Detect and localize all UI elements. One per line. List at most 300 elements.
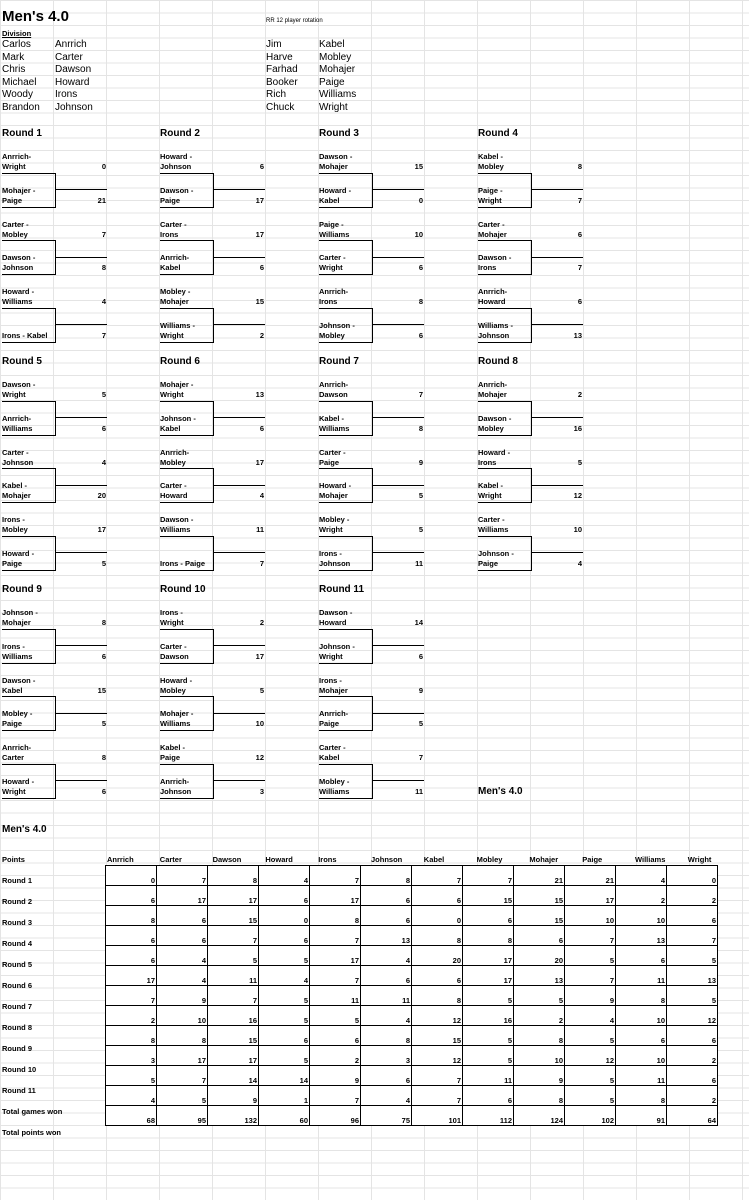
team-top-score: 14: [414, 618, 423, 627]
team-bottom-score: 6: [259, 263, 264, 272]
player-first-name: Mark: [2, 51, 25, 63]
team-top-line1: Carter -: [2, 447, 29, 457]
bracket-connector: [478, 240, 532, 275]
points-cell: 7: [310, 1086, 361, 1106]
points-cell: 5: [565, 1026, 616, 1046]
column-header: Howard: [265, 855, 293, 864]
points-row: [106, 986, 718, 1006]
team-bottom-score: 6: [101, 423, 106, 433]
points-cell: 13: [361, 926, 412, 946]
player-last-name: Carter: [55, 51, 83, 63]
points-row: [106, 1026, 718, 1046]
points-cell: 7: [463, 866, 514, 886]
points-cell: 6: [412, 886, 463, 906]
team-bottom-line1: Dawson -: [478, 413, 512, 423]
bracket-connector: [2, 629, 56, 664]
team-top-score: 8: [101, 618, 106, 627]
team-top-line2: Carter: [2, 753, 25, 762]
bracket-connector: [319, 468, 373, 503]
team-top-line1: Mobley -: [160, 287, 191, 296]
bracket-connector: [319, 401, 373, 436]
team-top-line2: Kabel: [2, 685, 23, 695]
team-top-line1: Anrrich-: [319, 380, 349, 389]
team-top-line1: Carter -: [478, 515, 505, 524]
player-first-name: Harve: [266, 51, 293, 63]
points-cell: 12: [667, 1006, 718, 1026]
player-first-name: Carlos: [2, 39, 31, 50]
points-cell: 6: [463, 906, 514, 926]
bracket-advance-line: [55, 713, 107, 714]
points-row: [106, 1106, 718, 1126]
points-cell: 5: [667, 946, 718, 966]
team-bottom-score: 2: [259, 330, 264, 340]
row-label: Round 10: [2, 1065, 37, 1074]
points-cell: 15: [514, 906, 565, 926]
round-title: Round 2: [160, 128, 200, 139]
points-cell: 5: [463, 1046, 514, 1066]
points-cell: 0: [667, 866, 718, 886]
points-cell: 6: [310, 1026, 361, 1046]
team-bottom-line2: Johnson: [2, 263, 34, 272]
team-bottom-line1: Howard -: [2, 548, 35, 558]
points-cell: 0: [106, 866, 157, 886]
row-label: Round 3: [2, 918, 32, 927]
points-section-title: Men's 4.0: [2, 824, 47, 835]
points-cell: 15: [463, 886, 514, 906]
column-header: Anrrich: [107, 855, 134, 864]
points-cell: 10: [616, 1006, 667, 1026]
team-bottom-score: 0: [418, 195, 423, 205]
team-bottom-line2: Williams: [319, 423, 350, 433]
row-label: Round 7: [2, 1002, 32, 1011]
player-last-name: Kabel: [319, 39, 345, 50]
team-top-score: 17: [97, 525, 106, 534]
team-top-line2: Mobley: [160, 457, 186, 467]
points-cell: 7: [412, 1086, 463, 1106]
team-top-line2: Wright: [2, 390, 26, 399]
points-cell: 14: [259, 1066, 310, 1086]
player-last-name: Anrrich: [55, 39, 87, 50]
bracket-advance-line: [55, 780, 107, 781]
points-cell: 6: [157, 926, 208, 946]
team-bottom-line2: Johnson: [319, 558, 351, 568]
bracket-connector: [319, 173, 373, 208]
points-cell: 6: [259, 1026, 310, 1046]
team-bottom-line2: Johnson: [478, 330, 510, 340]
points-cell: 7: [412, 1066, 463, 1086]
team-bottom-line1: Dawson -: [478, 253, 512, 262]
bracket-connector: [319, 696, 373, 731]
points-row: [106, 946, 718, 966]
bracket-advance-line: [372, 552, 424, 553]
bracket-connector: [478, 173, 532, 208]
points-cell: 5: [310, 1006, 361, 1026]
points-cell: 4: [361, 1086, 412, 1106]
team-top-line1: Irons -: [160, 608, 183, 617]
bracket-connector: [478, 308, 532, 343]
bracket-advance-line: [55, 257, 107, 258]
team-bottom-line1: Johnson -: [478, 548, 514, 558]
team-bottom-line1: Irons -: [2, 641, 25, 651]
points-cell: 21: [565, 866, 616, 886]
points-cell: 5: [565, 1066, 616, 1086]
points-cell: 15: [208, 1026, 259, 1046]
team-bottom-line1: Howard -: [2, 776, 35, 786]
team-bottom-line1: Dawson -: [160, 185, 194, 195]
bracket-connector: [160, 764, 214, 799]
bracket-advance-line: [531, 485, 583, 486]
points-cell: 7: [157, 1066, 208, 1086]
bracket-advance-line: [531, 552, 583, 553]
player-first-name: Chuck: [266, 101, 295, 113]
points-cell: 20: [412, 946, 463, 966]
team-top-score: 13: [255, 390, 264, 399]
team-top-line1: Anrrich-: [478, 287, 508, 296]
team-top-line1: Anrrich-: [160, 447, 190, 457]
team-top-score: 17: [255, 457, 264, 467]
points-cell: 17: [463, 946, 514, 966]
bracket-advance-line: [372, 257, 424, 258]
team-bottom-line1: Mobley -: [319, 776, 350, 786]
team-top-line1: Carter -: [319, 447, 346, 457]
division-label: Division: [2, 29, 32, 38]
points-cell: 13: [514, 966, 565, 986]
team-bottom-line2: Wright: [319, 263, 343, 272]
team-top-line1: Mobley -: [319, 515, 350, 524]
points-cell: 4: [565, 1006, 616, 1026]
team-top-line1: Anrrich-: [319, 287, 349, 296]
team-bottom-line2: Wright: [478, 195, 502, 205]
points-row: [106, 1006, 718, 1026]
bracket-connector: [2, 240, 56, 275]
points-cell: 17: [157, 886, 208, 906]
points-cell: 8: [310, 906, 361, 926]
bracket-connector: [2, 401, 56, 436]
bracket-advance-line: [372, 324, 424, 325]
bracket-advance-line: [372, 780, 424, 781]
points-cell: 7: [106, 986, 157, 1006]
team-top-score: 7: [101, 229, 106, 239]
points-cell: 4: [157, 946, 208, 966]
points-cell: 7: [310, 866, 361, 886]
team-bottom-line2: Kabel: [319, 195, 340, 205]
points-cell: 6: [616, 1026, 667, 1046]
points-cell: 8: [514, 1086, 565, 1106]
team-bottom-score: 7: [259, 558, 264, 568]
points-cell: 2: [514, 1006, 565, 1026]
team-top-line1: Irons -: [319, 675, 342, 685]
bracket-advance-line: [55, 645, 107, 646]
points-cell: 17: [310, 886, 361, 906]
player-last-name: Mobley: [319, 51, 352, 63]
points-cell: 4: [106, 1086, 157, 1106]
bracket-advance-line: [55, 485, 107, 486]
team-bottom-line1: Williams -: [478, 320, 513, 330]
bracket-connector: [160, 240, 214, 275]
team-bottom-line1: Johnson -: [319, 320, 355, 330]
points-cell: 11: [616, 966, 667, 986]
points-cell: 60: [259, 1106, 310, 1126]
team-bottom-line1: Anrrich-: [160, 253, 190, 262]
team-bottom-line2: Wright: [478, 491, 502, 500]
points-cell: 15: [514, 886, 565, 906]
team-top-score: 17: [255, 229, 264, 239]
points-cell: 96: [310, 1106, 361, 1126]
points-cell: 4: [259, 966, 310, 986]
team-top-line2: Johnson: [160, 162, 192, 171]
team-top-score: 10: [573, 525, 582, 534]
team-bottom-line2: Paige: [2, 558, 23, 568]
player-first-name: Woody: [2, 89, 33, 100]
team-bottom-line1: Carter -: [160, 641, 187, 651]
points-cell: 15: [208, 906, 259, 926]
team-bottom-score: 7: [577, 263, 582, 272]
round-title: Round 10: [160, 584, 206, 595]
player-first-name: Rich: [266, 89, 287, 100]
team-top-line1: Carter -: [319, 743, 346, 752]
player-first-name: Brandon: [2, 101, 40, 113]
points-cell: 3: [361, 1046, 412, 1066]
team-top-line1: Kabel -: [160, 743, 186, 752]
team-bottom-score: 6: [259, 423, 264, 433]
bracket-connector: [478, 468, 532, 503]
team-bottom-score: 11: [415, 786, 423, 796]
row-label: Round 5: [2, 960, 32, 969]
team-top-score: 4: [101, 457, 106, 467]
player-first-name: Chris: [2, 64, 26, 75]
points-cell: 13: [667, 966, 718, 986]
points-cell: 6: [259, 886, 310, 906]
round-title: Round 5: [2, 356, 42, 367]
team-top-line1: Mohajer -: [160, 380, 194, 389]
team-bottom-line1: Anrrich-: [319, 709, 349, 718]
team-bottom-score: 7: [101, 330, 106, 340]
points-cell: 6: [667, 906, 718, 926]
points-cell: 11: [208, 966, 259, 986]
points-cell: 5: [259, 946, 310, 966]
team-top-line2: Irons: [478, 457, 497, 467]
team-bottom-score: 6: [101, 786, 106, 796]
bracket-connector: [2, 536, 56, 571]
points-cell: 6: [361, 886, 412, 906]
points-cell: 6: [667, 1026, 718, 1046]
points-cell: 9: [157, 986, 208, 1006]
points-cell: 8: [463, 926, 514, 946]
team-top-score: 5: [259, 685, 264, 695]
bracket-advance-line: [372, 485, 424, 486]
bracket-connector: [160, 696, 214, 731]
points-cell: 17: [463, 966, 514, 986]
team-bottom-score: 6: [101, 651, 106, 661]
points-row: [106, 1066, 718, 1086]
points-cell: 11: [616, 1066, 667, 1086]
bracket-connector: [2, 696, 56, 731]
points-cell: 9: [310, 1066, 361, 1086]
round-title: Round 4: [478, 128, 518, 139]
points-cell: 4: [616, 866, 667, 886]
team-bottom-score: 8: [418, 423, 423, 433]
team-bottom-line2: Mobley: [478, 423, 504, 433]
bracket-connector: [319, 536, 373, 571]
team-bottom-score: 6: [418, 263, 423, 272]
team-bottom-line2: Dawson: [160, 651, 189, 661]
round-title: Round 7: [319, 356, 359, 367]
bracket-advance-line: [372, 645, 424, 646]
bracket-advance-line: [55, 324, 107, 325]
points-cell: 7: [310, 966, 361, 986]
team-bottom-line2: Paige: [2, 719, 23, 728]
team-bottom-score: 17: [255, 651, 264, 661]
team-bottom-score: 5: [101, 719, 106, 728]
team-bottom-line2: Mobley: [319, 330, 345, 340]
points-row: [106, 866, 718, 886]
points-row: [106, 966, 718, 986]
bracket-connector: [2, 468, 56, 503]
team-top-line2: Paige: [319, 457, 340, 467]
team-top-line2: Wright: [319, 525, 343, 534]
bracket-advance-line: [531, 189, 583, 190]
points-cell: 5: [565, 946, 616, 966]
team-bottom-line2: Williams: [2, 423, 33, 433]
team-top-score: 7: [418, 390, 423, 399]
points-cell: 9: [565, 986, 616, 1006]
points-cell: 6: [667, 1066, 718, 1086]
points-cell: 4: [361, 1006, 412, 1026]
team-top-line2: Irons: [319, 297, 338, 306]
player-last-name: Johnson: [55, 101, 93, 113]
team-bottom-score: 6: [418, 330, 423, 340]
team-top-line1: Anrrich-: [2, 743, 32, 752]
round-title: Round 9: [2, 584, 42, 595]
points-cell: 16: [208, 1006, 259, 1026]
team-bottom-score: 3: [259, 786, 264, 796]
team-bottom-line2: Williams: [2, 651, 33, 661]
points-cell: 8: [157, 1026, 208, 1046]
team-top-line2: Mobley: [160, 685, 186, 695]
team-bottom-line2: Johnson: [160, 786, 192, 796]
team-top-line1: Howard -: [160, 152, 193, 161]
team-top-line1: Carter -: [160, 219, 187, 229]
team-top-score: 9: [418, 457, 423, 467]
points-cell: 11: [361, 986, 412, 1006]
bracket-connector: [160, 536, 214, 571]
team-top-score: 5: [101, 390, 106, 399]
points-cell: 6: [106, 926, 157, 946]
team-top-score: 15: [414, 162, 423, 171]
points-cell: 7: [208, 986, 259, 1006]
bracket-connector: [160, 308, 214, 343]
team-bottom-line1: Mobley -: [2, 709, 33, 718]
team-top-score: 4: [101, 297, 106, 306]
row-label: Total points won: [2, 1128, 62, 1137]
points-cell: 5: [565, 1086, 616, 1106]
subtitle: RR 12 player rotation: [266, 18, 323, 24]
team-bottom-line1: Mohajer -: [160, 709, 194, 718]
points-cell: 4: [361, 946, 412, 966]
bracket-advance-line: [213, 417, 265, 418]
bracket-advance-line: [531, 324, 583, 325]
points-row: [106, 906, 718, 926]
team-bottom-line2: Paige: [319, 719, 340, 728]
team-top-line1: Howard -: [160, 675, 193, 685]
team-top-line1: Dawson -: [160, 515, 194, 524]
team-bottom-line1: Howard -: [319, 481, 352, 490]
team-top-line2: Mohajer: [319, 685, 348, 695]
team-bottom-score: 21: [97, 195, 106, 205]
team-bottom-line2: Williams: [319, 786, 350, 796]
points-cell: 5: [667, 986, 718, 1006]
row-label: Round 9: [2, 1044, 32, 1053]
team-top-line2: Williams: [319, 229, 350, 239]
points-cell: 4: [157, 966, 208, 986]
team-top-line1: Irons -: [2, 515, 25, 524]
points-cell: 8: [361, 866, 412, 886]
page-title: Men's 4.0: [2, 8, 69, 25]
team-top-score: 5: [577, 457, 582, 467]
points-cell: 9: [208, 1086, 259, 1106]
points-cell: 17: [208, 886, 259, 906]
points-cell: 5: [106, 1066, 157, 1086]
round-title: Round 8: [478, 356, 518, 367]
team-bottom-line2: Wright: [319, 651, 343, 661]
team-top-line2: Kabel: [319, 753, 340, 762]
team-top-line1: Anrrich-: [2, 152, 32, 161]
points-row: [106, 1046, 718, 1066]
points-corner-label: Points: [2, 855, 25, 864]
team-bottom-score: 6: [418, 651, 423, 661]
points-cell: 7: [565, 966, 616, 986]
bracket-advance-line: [372, 189, 424, 190]
team-bottom-line2: Paige: [478, 558, 499, 568]
player-last-name: Williams: [319, 89, 357, 100]
column-header: Irons: [318, 855, 337, 864]
points-cell: 2: [616, 886, 667, 906]
bracket-advance-line: [55, 552, 107, 553]
team-top-line1: Anrrich-: [478, 380, 508, 389]
round-title: Round 6: [160, 356, 200, 367]
points-cell: 7: [667, 926, 718, 946]
team-top-score: 5: [418, 525, 423, 534]
team-top-line2: Wright: [2, 162, 26, 171]
team-bottom-line1: Williams -: [160, 320, 195, 330]
row-label: Round 4: [2, 939, 32, 948]
points-cell: 8: [106, 1026, 157, 1046]
team-top-score: 0: [101, 162, 106, 171]
player-last-name: Wright: [319, 101, 348, 113]
points-cell: 6: [259, 926, 310, 946]
team-bottom-line1: Mohajer -: [2, 185, 36, 195]
points-cell: 7: [565, 926, 616, 946]
points-cell: 11: [463, 1066, 514, 1086]
team-top-score: 2: [577, 390, 582, 399]
team-bottom-line2: Mohajer: [319, 491, 348, 500]
bracket-connector: [160, 629, 214, 664]
points-cell: 4: [259, 866, 310, 886]
points-cell: 10: [616, 906, 667, 926]
team-top-score: 10: [414, 229, 423, 239]
points-cell: 17: [208, 1046, 259, 1066]
points-cell: 102: [565, 1106, 616, 1126]
team-top-line2: Williams: [160, 525, 191, 534]
team-bottom-line1: Kabel -: [478, 481, 504, 490]
team-top-line2: Williams: [478, 525, 509, 534]
points-cell: 2: [667, 1046, 718, 1066]
points-cell: 8: [208, 866, 259, 886]
team-top-line1: Dawson -: [319, 608, 353, 617]
points-cell: 10: [514, 1046, 565, 1066]
bracket-connector: [2, 764, 56, 799]
team-top-score: 7: [418, 753, 423, 762]
